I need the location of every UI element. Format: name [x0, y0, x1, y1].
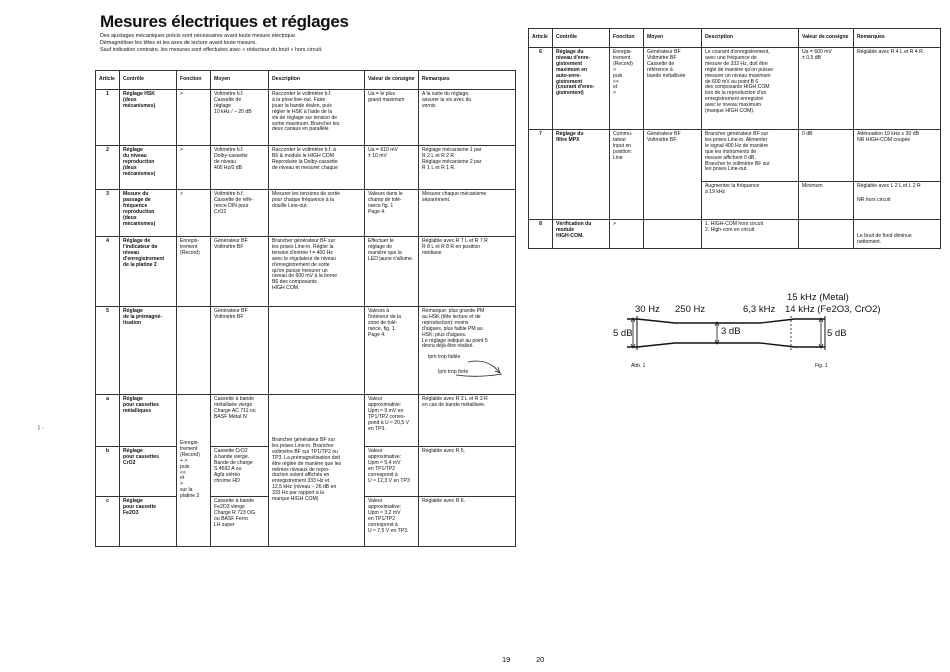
pm-forte-label: Ipm trop forte: [438, 369, 469, 376]
label-30hz: 30 Hz: [635, 304, 660, 315]
header-controle: Contrôle: [120, 71, 177, 90]
pm-diagram: [422, 353, 512, 383]
cell-description: Mesurer les tensions de sortie pour chaque fréquence à la douille Line-out.: [269, 190, 365, 237]
table-row: [96, 237, 516, 307]
cell-fonction: >: [177, 90, 211, 146]
pm-faible-label: Ipm trop faible: [428, 354, 461, 361]
cell-valeur: Valeur approximative: Upm ≈ 3,2 mV en TP1/TP2 correspond à U ≈ 7,5 V en TP3.: [365, 497, 419, 547]
cell-article: c: [96, 497, 120, 547]
cell-remarques: A la suite du réglage, assurer la vis avec du vernis: [419, 90, 516, 146]
header-valeur: Valeur de consigne: [799, 29, 854, 48]
table-row: [529, 220, 941, 249]
upper-tolerance-line: [627, 319, 825, 323]
header-moyen: Moyen: [644, 29, 702, 48]
label-3db: 3 dB: [721, 326, 741, 337]
cell-remarques: Mesurer chaque mécanisme séparément.: [419, 190, 516, 237]
intro-line: Démagnétiser les têtes et les axes de lecture avant toute mesure.: [100, 39, 257, 46]
cell-article: b: [96, 447, 120, 497]
remarques-line: NR hors circuit: [857, 196, 891, 203]
cell-article: 2: [96, 146, 120, 190]
cell-description: [269, 307, 365, 395]
cell-remarques: Atténuation 19 kHz ≥ 30 dB NR HIGH-COM coupée: [854, 130, 941, 182]
cell-remarques: Réglable avec R 3 L et R 3 R en cas de bande métallisée.: [419, 395, 516, 447]
intro-line: Sauf indication contraire, les mesures sont effectuées avec « réducteur du bruit » hors circuit.: [100, 47, 323, 54]
cell-valeur: Effectuer le réglage de manière que la LED jaune s'allume.: [365, 237, 419, 307]
header-description: Description: [702, 29, 799, 48]
cell-remarques: Réglable avec R 5.: [419, 447, 516, 497]
remarques-text: Remarque: plus grande PM au HSK (tête lecture et de reproduction): moins d'aigues, plus faible PM au HSK: plus d'aigues. Le réglage indiqué au point 5 devra déjà être réalisé.: [422, 308, 488, 350]
cell-controle: Réglage de la prémagné- tisation: [120, 307, 177, 395]
intro-text: [100, 33, 430, 54]
header-valeur: Valeur de consigne: [365, 71, 419, 90]
cell-remarques: Réglable avec R 6.: [419, 497, 516, 547]
cell-moyen: Générateur BF Voltmètre BF: [644, 130, 702, 220]
page-number-right: 20: [536, 655, 545, 664]
header-remarques: Remarques: [419, 71, 516, 90]
label-15khz-metal: 15 kHz (Metal): [787, 292, 849, 303]
cell-moyen: Cassette à bande Fe2O3 vierge Charge R 723 OG ou BASF Ferro LH super: [211, 497, 269, 547]
cell-fonction-shared: Enregis- trement (Record) + > puis << et > sur la platine 2: [177, 395, 211, 547]
header-description: Description: [269, 71, 365, 90]
cell-moyen: Générateur BF Voltmètre BF Cassette de référence à bande métallisée: [644, 48, 702, 130]
caption-fig: Fig. 1: [815, 363, 828, 369]
lower-tolerance-line: [627, 343, 825, 347]
right-table: [528, 28, 941, 249]
cell-controle: Réglage pour cassettes métalliques: [120, 395, 177, 447]
cell-article: 6: [529, 48, 553, 130]
cell-description: Brancher générateur BF sur les prises Line-in. Alimenter le signal 400 Hz de manière que les instruments de mesure affichent 0 dB. Brancher le voltmètre BF sur les prises Line-out.: [702, 130, 799, 182]
cell-valeur: Ua = 610 mV ± 10 mV: [365, 146, 419, 190]
cell-article: 1: [96, 90, 120, 146]
cell-valeur: Minimum: [799, 182, 854, 220]
left-table: [95, 70, 516, 547]
cell-moyen: Générateur BF Voltmètre BF: [211, 307, 269, 395]
cell-controle: Réglage HSK (deux mécanismes): [120, 90, 177, 146]
cell-description: Augmenter la fréquence à 19 kHz: [702, 182, 799, 220]
page-number-left: 19: [502, 655, 511, 664]
cell-description-shared: Brancher générateur BF sur les prises Line-in. Brancher voltmètre BF sur TP1/TP2 ou TP3. La prémagnétisation doit être réglée de manière que les mêmes niveaux de repro- duction soient affichés en enregistrement 333 Hz et 12,5 kHz (niveau – 26 dB en 333 Hz par rapport à la marque HIGH COM): [269, 395, 365, 547]
cell-controle: Réglage pour cassettes CrO2: [120, 447, 177, 497]
cell-fonction: Enregis- trement (Record) > puis << et >: [610, 48, 644, 130]
label-14khz: 14 kHz (Fe2O3, CrO2): [785, 304, 881, 315]
header-moyen: Moyen: [211, 71, 269, 90]
cell-remarques: Réglable avec R 4 L et R 4 R: [854, 48, 941, 130]
cell-description: Le courant d'enregistrement, avec une fréquence de mesure de 333 Hz, doit être réglé de manière qu'on puisse mesurer un niveau maximum de 600 mV au point B 6 des composants HIGH COM lors de la reproduction d'un enregistrement enregistré avec le niveau maximum (marque HIGH COM).: [702, 48, 799, 130]
cell-fonction: [177, 307, 211, 395]
label-6-3khz: 6,3 kHz: [743, 304, 776, 315]
cell-controle: Réglage du filtre MPX: [553, 130, 610, 220]
caption-abb: Abb. 1: [631, 363, 646, 369]
cell-fonction: Commu- tateur input en position: Line: [610, 130, 644, 220]
header-controle: Contrôle: [553, 29, 610, 48]
cell-fonction: >: [177, 146, 211, 190]
cell-moyen: [644, 220, 702, 249]
cell-valeur: Ua = 600 mV ± 0,5 dB: [799, 48, 854, 130]
header-article: Article: [96, 71, 120, 90]
cell-valeur: Valeurs dans le champ de tolé- rance fig. 1 Page 4.: [365, 190, 419, 237]
table-row: [96, 146, 516, 190]
remarques-line: Réglable avec L 2 L et L 2 R: [857, 183, 921, 189]
cell-fonction: Enregis- trement (Record): [177, 237, 211, 307]
cell-remarques: [419, 307, 516, 395]
margin-mark: I ·: [38, 425, 45, 432]
cell-description: Raccorder le voltmètre b.f. à la prise line-out. Faire jouer la bande étalon, puis régler le HSK à l'aide de la vis de réglage sur tension de sortie maximum. Brancher les deux canaux en parallèle: [269, 90, 365, 146]
cell-remarques: [854, 182, 941, 220]
cell-valeur: [799, 220, 854, 249]
cell-article: 4: [96, 237, 120, 307]
cell-remarques: Réglable avec R 7 L et R 7 R R 8 L et R 8 R en position médiane: [419, 237, 516, 307]
cell-valeur: Ua = le plus grand maximum: [365, 90, 419, 146]
cell-controle: Réglage du niveau d'enre- gistrement maximum en auto-enre- gistrement (courant d'enre- gistrement): [553, 48, 610, 130]
table-row: [96, 190, 516, 237]
table-row: [96, 395, 516, 447]
cell-fonction: >: [177, 190, 211, 237]
cell-controle: Réglage de l'indicateur de niveau d'enregistrement de la platine 2: [120, 237, 177, 307]
table-row: [96, 307, 516, 395]
cell-valeur: Valeurs à l'intérieur de la zone de tolé- rance, fig. 1. Page 4.: [365, 307, 419, 395]
header-remarques: Remarques: [854, 29, 941, 48]
header-fonction: Fonction: [177, 71, 211, 90]
cell-valeur: Valeur approximative: Upm ≈ 5,4 mV en TP1/TP2 correspond à U ≈ 12,3 V en TP3: [365, 447, 419, 497]
cell-moyen: Cassette à bande métallisée vierge Charge AC 711 ou BASF Métal IV: [211, 395, 269, 447]
cell-description: 1. HIGH-COM hors circuit 2. High-com en circuit: [702, 220, 799, 249]
label-5db-right: 5 dB: [827, 328, 847, 339]
cell-article: a: [96, 395, 120, 447]
header-article: Article: [529, 29, 553, 48]
cell-moyen: Générateur BF Voltmètre BF: [211, 237, 269, 307]
cell-controle: Mesure du passage de fréquence reproduction (deux mécanismes): [120, 190, 177, 237]
cell-description: Raccorder le voltmètre b.f. à B6 & module le HIGH COM Reproduire la Dolby-cassette de niveau et mesurer chaque: [269, 146, 365, 190]
cell-controle: Réglage du niveau reproduction (deux mécanismes): [120, 146, 177, 190]
cell-moyen: Voltmètre b.f. Dolby-cassette de niveau 400 Hz/0 dB: [211, 146, 269, 190]
cell-article: 7: [529, 130, 553, 220]
tolerance-figure: [613, 290, 881, 380]
cell-controle: Vérification du module HIGH-COM.: [553, 220, 610, 249]
cell-remarques: Réglage mécanisme 1 par R 2 L et R 2 R Réglage mécanisme 2 par R 1 L et R 1 R.: [419, 146, 516, 190]
cell-moyen: Voltmètre b.f. Cassette de réfé- rence DIN pour CrO2: [211, 190, 269, 237]
header-row: [529, 29, 941, 48]
cell-fonction: >: [610, 220, 644, 249]
table-row: [529, 48, 941, 130]
page-title: Mesures électriques et réglages: [100, 12, 349, 31]
table-row: [529, 130, 941, 182]
cell-valeur: Valeur approximative: Upm ≈ 9 mV en TP1/TP2 corres- pond à U ≈ 20,5 V en TP3.: [365, 395, 419, 447]
cell-valeur: 0 dB: [799, 130, 854, 182]
table-row: [96, 90, 516, 146]
cell-remarques: Le bruit de fond diminue nettement.: [854, 220, 941, 249]
intro-line: Des ajustages mécaniques précis sont nécessaires avant toute mesure électrique.: [100, 33, 297, 39]
label-5db-left: 5 dB: [613, 328, 633, 339]
cell-controle: Réglage pour cassette Fe2O3: [120, 497, 177, 547]
cell-article: 5: [96, 307, 120, 395]
cell-article: 3: [96, 190, 120, 237]
cell-moyen: Cassette CrO2 à bande vierge. Bande de charge S 4592 A ou Agfa stéréo chrome HD: [211, 447, 269, 497]
header-row: [96, 71, 516, 90]
label-250hz: 250 Hz: [675, 304, 706, 315]
header-fonction: Fonction: [610, 29, 644, 48]
cell-description: Brancher générateur BF sur les prises Line-in. Régler la tension d'entrée f = 400 Hz avec le régulateur de niveau d'enregistrement de sorte qu'on puisse mesurer un niveau de 600 mV à la borne B6 des composants HIGH COM.: [269, 237, 365, 307]
cell-article: 8: [529, 220, 553, 249]
cell-moyen: Voltmètre b.f. Cassette de réglage 10 kHz / – 20 dB: [211, 90, 269, 146]
